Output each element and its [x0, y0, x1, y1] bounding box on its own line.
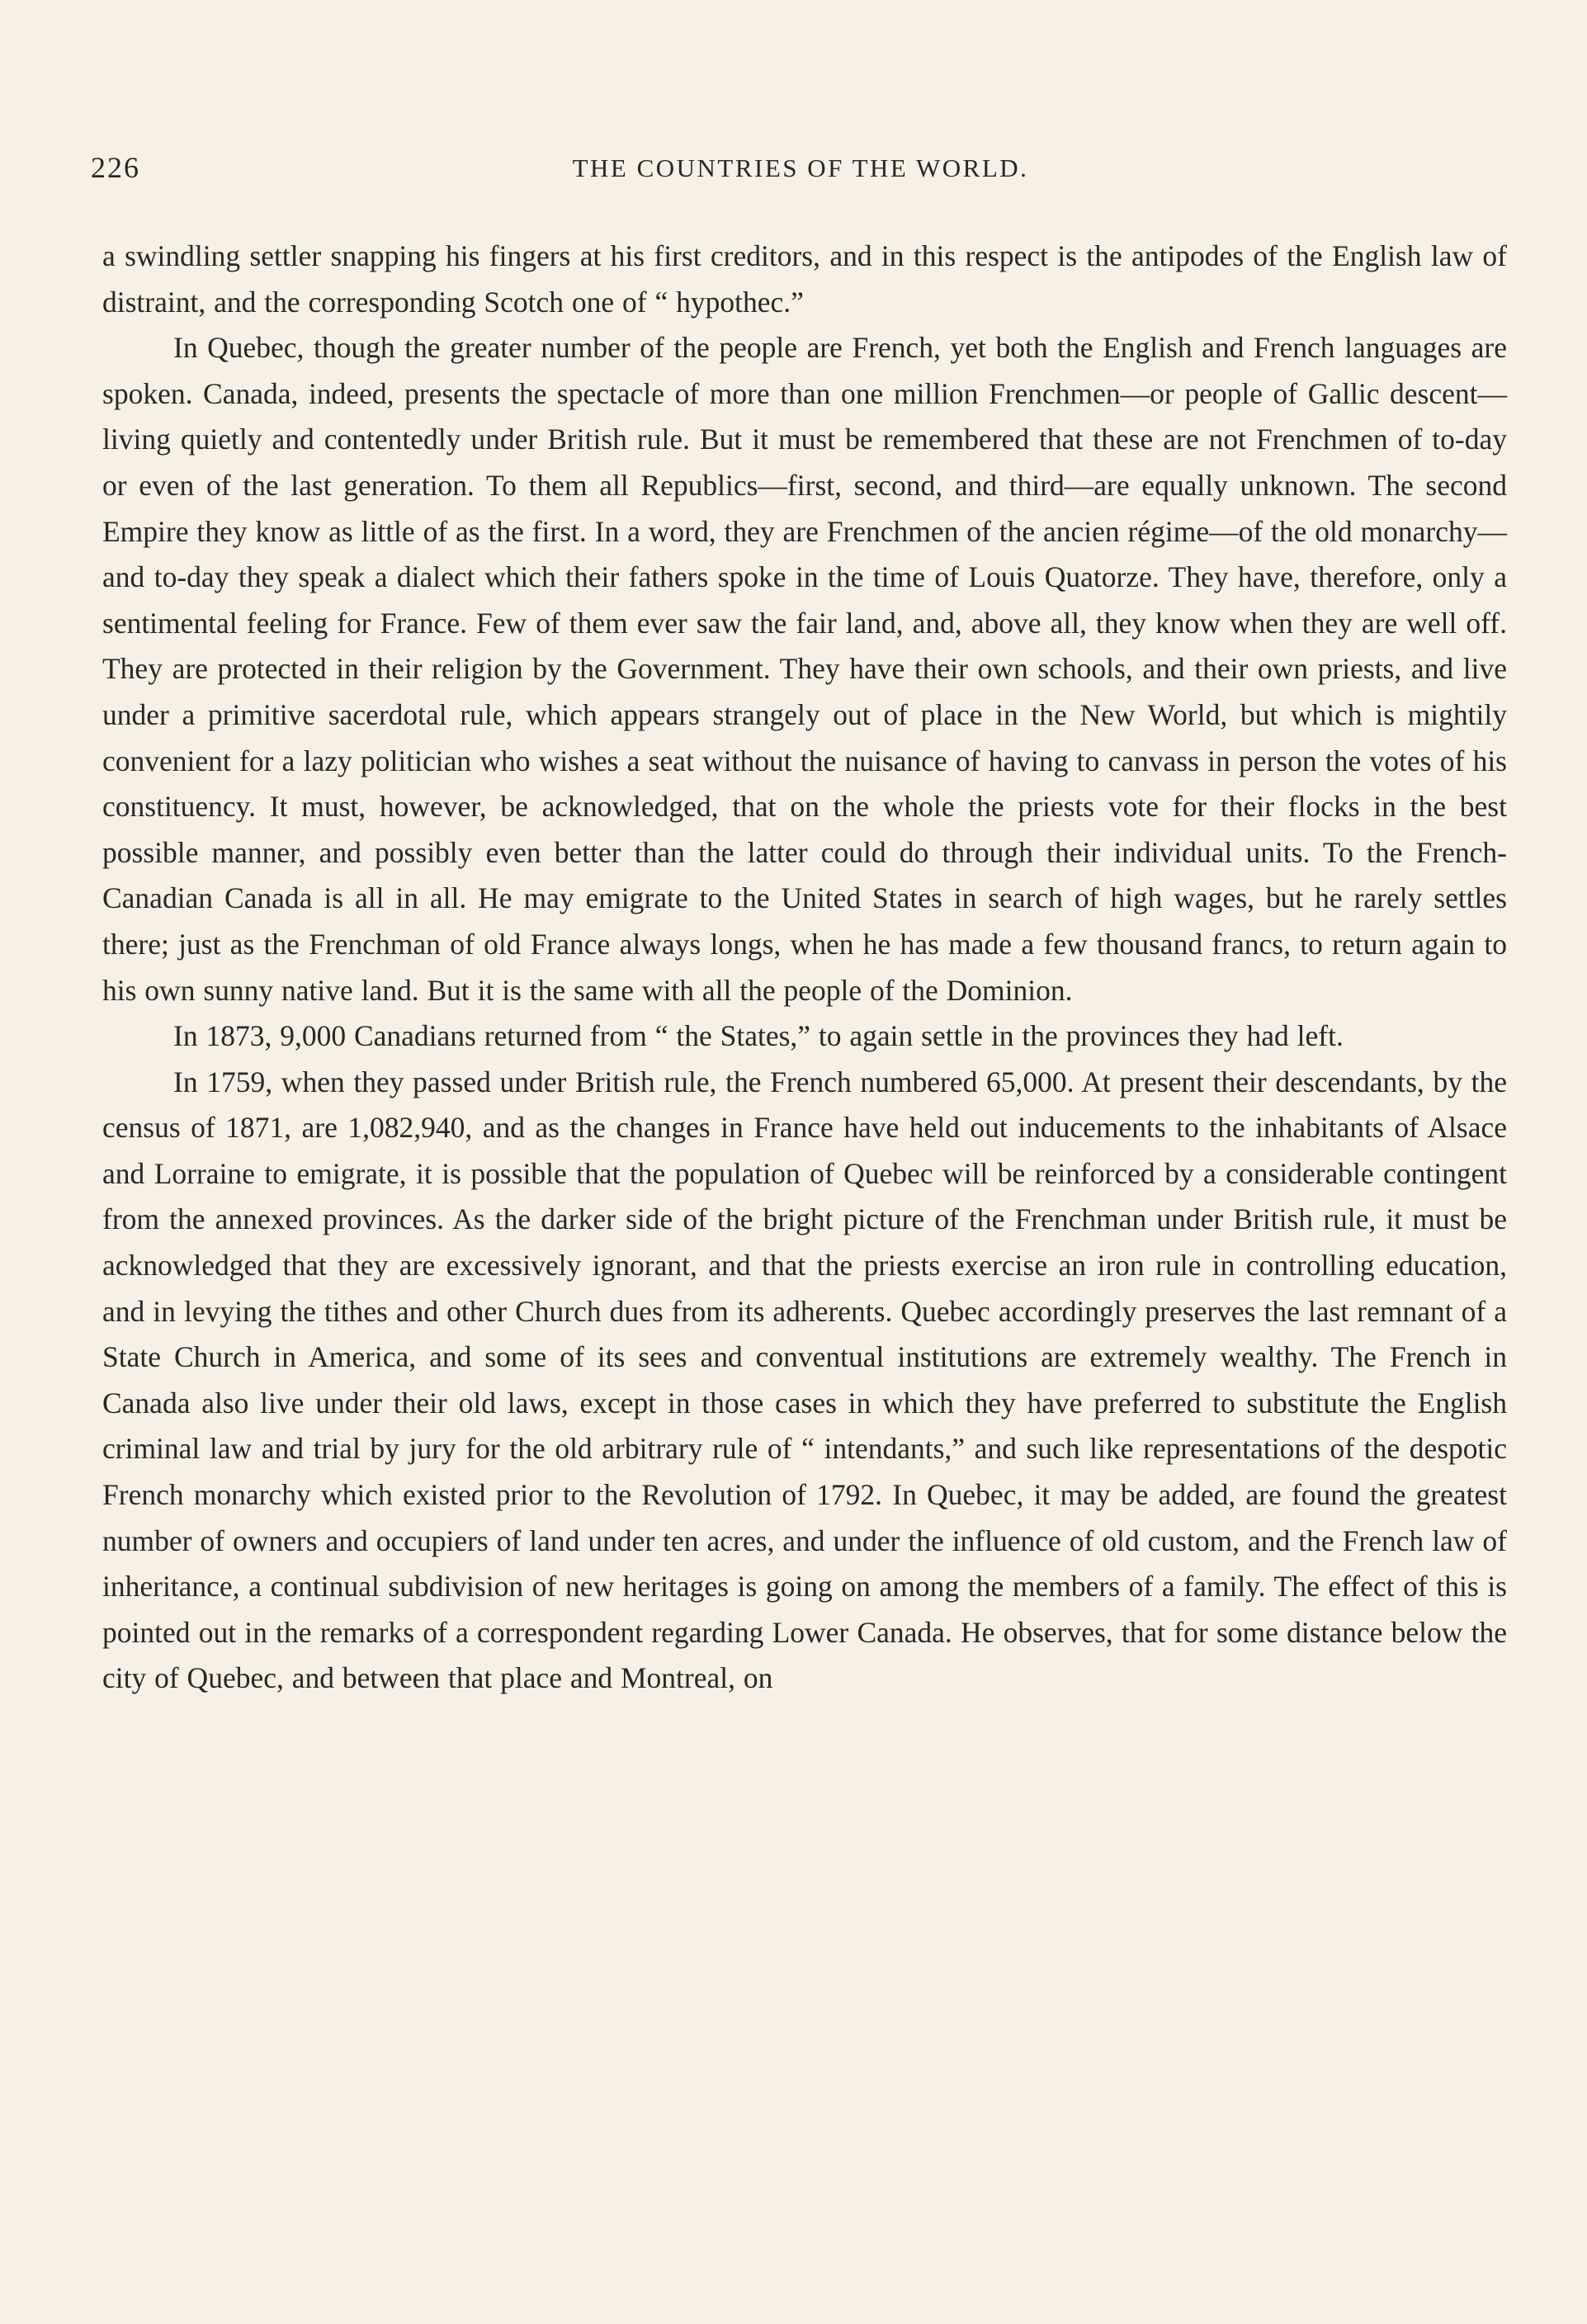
- paragraph-continuation: a swindling settler snapping his fingers at his first creditors, and in this respect is the antipodes of the English law of distraint, and the corresponding Scotch one of “ hypothec.”: [102, 239, 1507, 319]
- body-text: [102, 234, 1507, 1702]
- running-head: THE COUNTRIES OF THE WORLD.: [572, 154, 1029, 182]
- page-header: [91, 150, 1510, 191]
- paragraph-quebec-languages: In Quebec, though the greater number of the people are French, yet both the English and French languages are spoken. Canada, indeed, presents the spectacle of more than one million Frenchmen—or people of Gallic descent—living quietly and contentedly under British rule. But it must be remembered that these are not Frenchmen of to-day or even of the last generation. To them all Republics—first, second, and third—are equally unknown. The second Empire they know as little of as the first. In a word, they are Frenchmen of the ancien régime—of the old monarchy—and to-day they speak a dialect which their fathers spoke in the time of Louis Quatorze. They have, therefore, only a sentimental feeling for France. Few of them ever saw the fair land, and, above all, they know when they are well off. They are protected in their religion by the Government. They have their own schools, and their own priests, and live under a primitive sacerdotal rule, which appears strangely out of place in the New World, but which is mightily convenient for a lazy politician who wishes a seat without the nuisance of having to canvass in person the votes of his constituency. It must, however, be acknowledged, that on the whole the priests vote for their flocks in the best possible manner, and possibly even better than the latter could do through their individual units. To the French-Canadian Canada is all in all. He may emigrate to the United States in search of high wages, but he rarely settles there; just as the Frenchman of old France always longs, when he has made a few thousand francs, to return again to his own sunny native land. But it is the same with all the people of the Dominion.: [102, 331, 1507, 1007]
- paragraph-french-population: In 1759, when they passed under British rule, the French numbered 65,000. At present their descendants, by the census of 1871, are 1,082,940, and as the changes in France have held out inducements to the inhabitants of Alsace and Lorraine to emigrate, it is possible that the population of Quebec will be reinforced by a considerable contingent from the annexed provinces. As the darker side of the bright picture of the Frenchman under British rule, it must be acknowledged that they are excessively ignorant, and that the priests exercise an iron rule in controlling education, and in levying the tithes and other Church dues from its adherents. Quebec accordingly preserves the last remnant of a State Church in America, and some of its sees and conventual institutions are extremely wealthy. The French in Canada also live under their old laws, except in those cases in which they have preferred to substitute the English criminal law and trial by jury for the old arbitrary rule of “ intendants,” and such like representations of the despotic French monarchy which existed prior to the Revolution of 1792. In Quebec, it may be added, are found the greatest number of owners and occupiers of land under ten acres, and under the influence of old custom, and the French law of inheritance, a continual subdivision of new heritages is going on among the members of a family. The effect of this is pointed out in the remarks of a correspondent regarding Lower Canada. He observes, that for some distance below the city of Quebec, and between that place and Montreal, on: [102, 1065, 1507, 1695]
- page-number: 226: [91, 151, 140, 184]
- paragraph-returned-canadians: In 1873, 9,000 Canadians returned from “ the States,” to again settle in the provinces they had left.: [173, 1019, 1344, 1053]
